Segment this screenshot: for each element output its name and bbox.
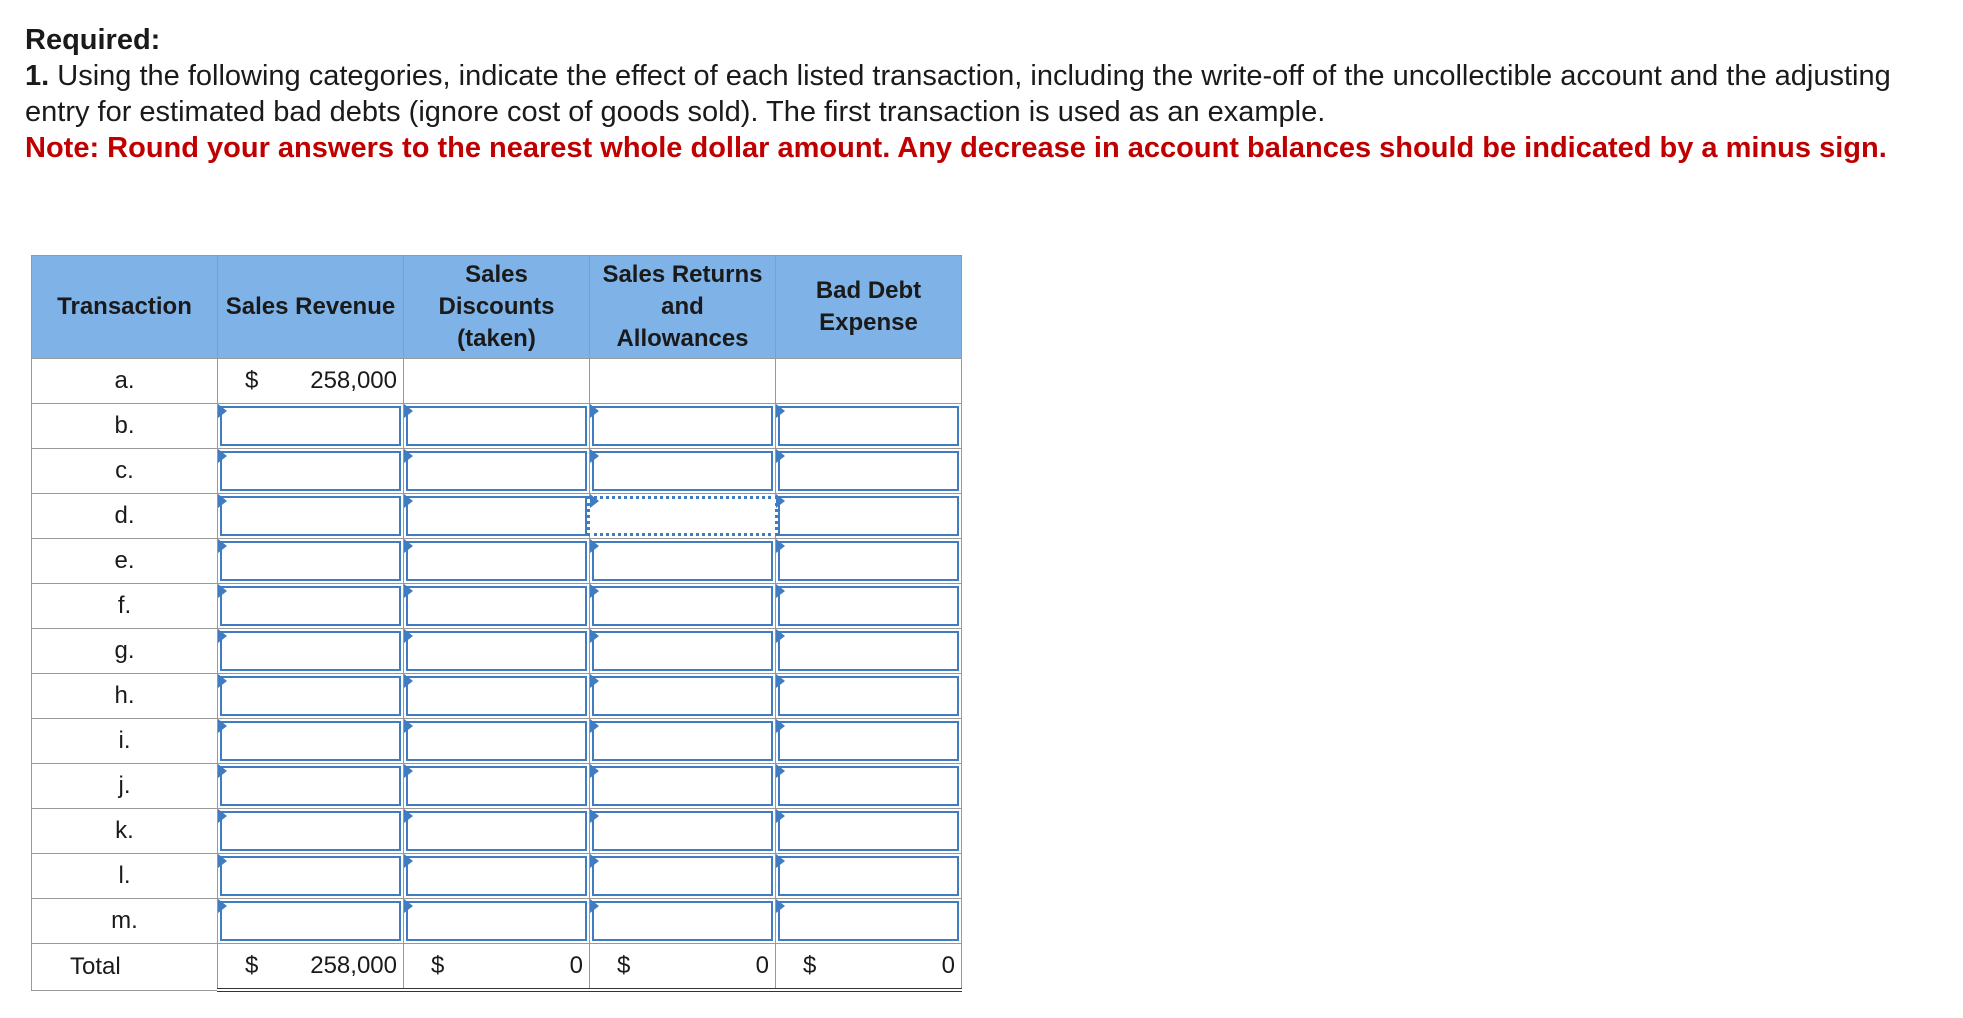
sales-discounts-input[interactable]: [406, 451, 587, 491]
bad-debt-cell: [776, 404, 962, 449]
dropdown-flag-icon: [590, 719, 599, 733]
rounding-note: Note: Round your answers to the nearest whole dollar amount. Any decrease in account balances should be indicated by a minus sign.: [25, 132, 1887, 164]
sales-returns-input[interactable]: [592, 406, 773, 446]
sales-returns-cell: [590, 494, 776, 539]
dropdown-flag-icon: [776, 854, 785, 868]
bad-debt-input[interactable]: [778, 856, 959, 896]
total-label: Total: [32, 944, 218, 991]
table-row: [32, 629, 962, 674]
row-label: f.: [32, 584, 218, 629]
dropdown-flag-icon: [776, 584, 785, 598]
dropdown-flag-icon: [590, 764, 599, 778]
bad-debt-cell: [776, 449, 962, 494]
dropdown-flag-icon: [404, 674, 413, 688]
dropdown-flag-icon: [776, 764, 785, 778]
total-row: [32, 944, 962, 991]
sales-revenue-cell: [218, 899, 404, 944]
sales-returns-input[interactable]: [592, 451, 773, 491]
sales-discounts-cell: [404, 764, 590, 809]
sales-discounts-input[interactable]: [406, 676, 587, 716]
sales-discounts-input[interactable]: [406, 586, 587, 626]
dropdown-flag-icon: [590, 404, 599, 418]
bad-debt-input[interactable]: [778, 766, 959, 806]
sales-returns-input[interactable]: [592, 631, 773, 671]
row-label: j.: [32, 764, 218, 809]
sales-discounts-cell: [404, 494, 590, 539]
dropdown-flag-icon: [590, 809, 599, 823]
bad-debt-cell: [776, 494, 962, 539]
amount: 258,000: [310, 367, 397, 394]
bad-debt-input[interactable]: [778, 541, 959, 581]
table-row: [32, 674, 962, 719]
sales-returns-cell: [590, 899, 776, 944]
dropdown-flag-icon: [776, 449, 785, 463]
bad-debt-cell: [776, 854, 962, 899]
dropdown-flag-icon: [404, 764, 413, 778]
sales-discounts-input[interactable]: [406, 721, 587, 761]
header-sales-revenue: Sales Revenue: [218, 256, 404, 359]
sales-revenue-input[interactable]: [220, 901, 401, 941]
dropdown-flag-icon: [590, 854, 599, 868]
bad-debt-cell: [776, 539, 962, 584]
sales-revenue-value: [218, 359, 404, 404]
dropdown-flag-icon: [590, 629, 599, 643]
dropdown-flag-icon: [404, 719, 413, 733]
dropdown-flag-icon: [404, 494, 413, 508]
row-label: g.: [32, 629, 218, 674]
sales-returns-input[interactable]: [592, 856, 773, 896]
currency-symbol: $: [431, 952, 445, 979]
row-label: h.: [32, 674, 218, 719]
table-row: [32, 809, 962, 854]
sales-revenue-cell: [218, 764, 404, 809]
bad-debt-cell: [776, 719, 962, 764]
sales-discounts-input[interactable]: [406, 766, 587, 806]
dropdown-flag-icon: [218, 809, 227, 823]
bad-debt-input[interactable]: [778, 721, 959, 761]
sales-returns-cell: [590, 584, 776, 629]
table-row: [32, 854, 962, 899]
effects-table: [31, 255, 962, 992]
dropdown-flag-icon: [590, 899, 599, 913]
bad-debt-cell: [776, 584, 962, 629]
bad-debt-input[interactable]: [778, 496, 959, 536]
sales-returns-input[interactable]: [592, 541, 773, 581]
sales-discounts-input[interactable]: [406, 541, 587, 581]
table-row: [32, 359, 962, 404]
header-sales-returns: Sales Returns and Allowances: [590, 256, 776, 359]
row-label: m.: [32, 899, 218, 944]
sales-revenue-cell: [218, 719, 404, 764]
dropdown-flag-icon: [218, 764, 227, 778]
dropdown-flag-icon: [590, 584, 599, 598]
sales-revenue-input[interactable]: [220, 631, 401, 671]
instructions: [25, 22, 1925, 166]
dropdown-flag-icon: [218, 584, 227, 598]
table-row: [32, 584, 962, 629]
bad-debt-input[interactable]: [778, 586, 959, 626]
sales-revenue-cell: [218, 809, 404, 854]
sales-revenue-input[interactable]: [220, 856, 401, 896]
bad-debt-cell: [776, 764, 962, 809]
dropdown-flag-icon: [590, 674, 599, 688]
table-row: [32, 719, 962, 764]
sales-discounts-cell: [404, 854, 590, 899]
sales-returns-cell: [590, 404, 776, 449]
sales-revenue-input[interactable]: [220, 586, 401, 626]
amount: 0: [569, 952, 583, 979]
sales-discounts-cell: [404, 719, 590, 764]
sales-revenue-cell: [218, 854, 404, 899]
sales-returns-cell: [590, 809, 776, 854]
sales-discounts-cell: [404, 404, 590, 449]
sales-discounts-input[interactable]: [406, 856, 587, 896]
table-row: [32, 899, 962, 944]
sales-discounts-input[interactable]: [406, 631, 587, 671]
dropdown-flag-icon: [404, 584, 413, 598]
header-row: [32, 256, 962, 359]
header-bad-debt: Bad Debt Expense: [776, 256, 962, 359]
bad-debt-cell: [776, 674, 962, 719]
amount: 0: [941, 952, 955, 979]
dropdown-flag-icon: [218, 674, 227, 688]
dropdown-flag-icon: [218, 854, 227, 868]
sales-revenue-input[interactable]: [220, 541, 401, 581]
sales-discounts-cell: [404, 899, 590, 944]
bad-debt-input[interactable]: [778, 451, 959, 491]
sales-discounts-cell: [404, 629, 590, 674]
sales-discounts-cell: [404, 809, 590, 854]
table-row: [32, 449, 962, 494]
empty-cell: [776, 359, 962, 404]
sales-discounts-input[interactable]: [406, 811, 587, 851]
dropdown-flag-icon: [590, 539, 599, 553]
sales-revenue-cell: [218, 449, 404, 494]
amount: 0: [755, 952, 769, 979]
sales-discounts-input[interactable]: [406, 496, 587, 536]
dropdown-flag-icon: [776, 494, 785, 508]
sales-returns-input[interactable]: [592, 766, 773, 806]
total-sales-discounts: [404, 944, 590, 991]
dropdown-flag-icon: [218, 404, 227, 418]
dropdown-flag-icon: [404, 899, 413, 913]
dropdown-flag-icon: [218, 629, 227, 643]
dropdown-flag-icon: [776, 404, 785, 418]
sales-revenue-input[interactable]: [220, 406, 401, 446]
row-label: a.: [32, 359, 218, 404]
dropdown-flag-icon: [404, 809, 413, 823]
header-transaction: Transaction: [32, 256, 218, 359]
sales-discounts-cell: [404, 539, 590, 584]
sales-discounts-input[interactable]: [406, 406, 587, 446]
sales-revenue-input[interactable]: [220, 676, 401, 716]
currency-symbol: $: [245, 952, 259, 979]
row-label: d.: [32, 494, 218, 539]
table-row: [32, 539, 962, 584]
row-label: k.: [32, 809, 218, 854]
sales-returns-input[interactable]: [592, 901, 773, 941]
empty-cell: [404, 359, 590, 404]
bad-debt-input[interactable]: [778, 901, 959, 941]
dropdown-flag-icon: [776, 809, 785, 823]
row-label: e.: [32, 539, 218, 584]
sales-returns-cell: [590, 719, 776, 764]
header-sales-discounts: Sales Discounts (taken): [404, 256, 590, 359]
row-label: l.: [32, 854, 218, 899]
currency-symbol: $: [245, 367, 259, 394]
dropdown-flag-icon: [776, 539, 785, 553]
dropdown-flag-icon: [218, 539, 227, 553]
dropdown-flag-icon: [218, 719, 227, 733]
total-sales-revenue: [218, 944, 404, 991]
sales-revenue-input[interactable]: [220, 496, 401, 536]
total-sales-returns: [590, 944, 776, 991]
sales-discounts-cell: [404, 674, 590, 719]
bad-debt-input[interactable]: [778, 406, 959, 446]
instruction-number: 1.: [25, 60, 50, 92]
sales-returns-input[interactable]: [592, 586, 773, 626]
dropdown-flag-icon: [404, 404, 413, 418]
sales-discounts-cell: [404, 584, 590, 629]
sales-revenue-cell: [218, 584, 404, 629]
sales-revenue-input[interactable]: [220, 766, 401, 806]
currency-symbol: $: [617, 952, 631, 979]
currency-symbol: $: [803, 952, 817, 979]
sales-returns-cell: [590, 674, 776, 719]
dropdown-flag-icon: [218, 899, 227, 913]
dropdown-flag-icon: [776, 629, 785, 643]
sales-returns-cell: [590, 854, 776, 899]
sales-discounts-input[interactable]: [406, 901, 587, 941]
dropdown-flag-icon: [776, 674, 785, 688]
sales-revenue-input[interactable]: [220, 721, 401, 761]
dropdown-flag-icon: [776, 899, 785, 913]
dropdown-flag-icon: [404, 854, 413, 868]
sales-revenue-cell: [218, 674, 404, 719]
sales-returns-cell: [590, 764, 776, 809]
dropdown-flag-icon: [218, 494, 227, 508]
dropdown-flag-icon: [404, 449, 413, 463]
sales-returns-input[interactable]: [592, 721, 773, 761]
sales-revenue-cell: [218, 539, 404, 584]
empty-cell: [590, 359, 776, 404]
bad-debt-input[interactable]: [778, 676, 959, 716]
row-label: c.: [32, 449, 218, 494]
sales-discounts-cell: [404, 449, 590, 494]
sales-revenue-input[interactable]: [220, 811, 401, 851]
dropdown-flag-icon: [404, 629, 413, 643]
required-heading: Required:: [25, 24, 161, 56]
sales-returns-input[interactable]: [592, 676, 773, 716]
sales-returns-cell: [590, 629, 776, 674]
bad-debt-cell: [776, 809, 962, 854]
instruction-text: [25, 58, 1925, 130]
dropdown-flag-icon: [590, 494, 599, 508]
sales-returns-input[interactable]: [592, 811, 773, 851]
sales-returns-cell: [590, 449, 776, 494]
bad-debt-cell: [776, 899, 962, 944]
sales-returns-input[interactable]: [587, 496, 778, 536]
dropdown-flag-icon: [590, 449, 599, 463]
bad-debt-input[interactable]: [778, 811, 959, 851]
row-label: b.: [32, 404, 218, 449]
sales-revenue-cell: [218, 494, 404, 539]
instruction-body: Using the following categories, indicate the effect of each listed transaction, including the write-off of the uncollectible account and the adjusting entry for estimated bad debts (ignore cost of goods sold). The first transaction is used as an example.: [25, 60, 1891, 128]
total-bad-debt: [776, 944, 962, 991]
amount: 258,000: [310, 952, 397, 979]
bad-debt-input[interactable]: [778, 631, 959, 671]
bad-debt-cell: [776, 629, 962, 674]
sales-revenue-input[interactable]: [220, 451, 401, 491]
row-label: i.: [32, 719, 218, 764]
table-row: [32, 764, 962, 809]
sales-revenue-cell: [218, 629, 404, 674]
dropdown-flag-icon: [218, 449, 227, 463]
sales-returns-cell: [590, 539, 776, 584]
sales-revenue-cell: [218, 404, 404, 449]
dropdown-flag-icon: [404, 539, 413, 553]
dropdown-flag-icon: [776, 719, 785, 733]
table-row: [32, 494, 962, 539]
table-row: [32, 404, 962, 449]
